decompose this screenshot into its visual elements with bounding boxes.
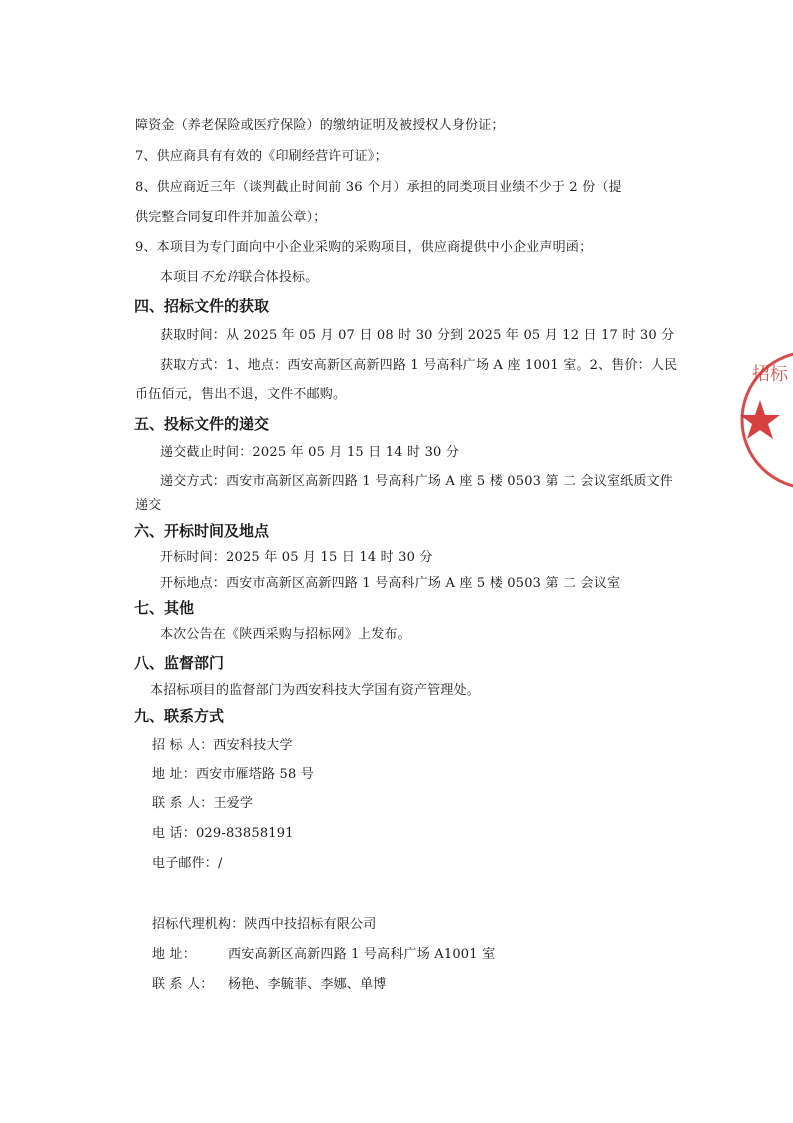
agency-contact-line [152,977,386,993]
submission-method-cont: 递交 [135,498,162,513]
agency-contact-value: 杨艳、李毓菲、李娜、单博 [228,977,387,992]
section-7-heading: 七、其他 [134,599,195,617]
seal-text: 招标 [752,364,788,385]
email-value: / [218,856,223,871]
contact-label: 联 系 人： [152,796,214,811]
agency-contact-label: 联 系 人： [152,977,214,992]
agency-address-value: 西安高新区高新四路 1 号高科广场 A1001 室 [228,947,496,962]
submission-deadline: 递交截止时间：2025 年 05 月 15 日 14 时 30 分 [160,445,460,460]
opening-location: 开标地点：西安市高新区高新四路 1 号高科广场 A 座 5 楼 0503 第 二 会议室 [160,576,621,591]
consortium-note-emphasis: 不允许 [199,270,240,285]
tenderer-label: 招 标 人： [152,738,214,753]
agency-value: 陕西中技招标有限公司 [244,917,377,932]
qualification-item-9: 9、本项目为专门面向中小企业采购的采购项目，供应商提供中小企业声明函； [135,240,593,255]
agency-name-line [152,917,376,933]
section-5-heading: 五、投标文件的递交 [134,415,270,433]
section-6-heading: 六、开标时间及地点 [134,522,270,540]
official-seal-icon [730,345,793,495]
consortium-note-post: 联合体投标。 [239,270,319,285]
section-9-heading: 九、联系方式 [134,707,225,725]
agency-label: 招标代理机构： [152,917,245,932]
qualification-line-insurance: 障资金（养老保险或医疗保险）的缴纳证明及被授权人身份证； [135,118,505,133]
tenderer-value: 西安科技大学 [213,738,293,753]
publication-note: 本次公告在《陕西采购与招标网》上发布。 [160,627,411,642]
consortium-note-pre: 本项目 [160,270,200,285]
address-label: 地 址： [152,767,196,782]
contact-value: 王爱学 [213,796,254,811]
contact-phone [152,826,294,842]
phone-value: 029-83858191 [195,826,294,841]
qualification-item-8: 8、供应商近三年（谈判截止时间前 36 个月）承担的同类项目业绩不少于 2 份（提 [135,180,622,195]
contact-person [152,796,253,812]
agency-address-label: 地 址： [152,947,196,962]
consortium-note [160,270,318,286]
agency-address-line [152,947,495,963]
qualification-item-7: 7、供应商具有有效的《印刷经营许可证》； [135,149,388,164]
opening-time: 开标时间：2025 年 05 月 15 日 14 时 30 分 [160,550,433,565]
section-8-heading: 八、监督部门 [134,654,225,672]
contact-address [152,767,314,783]
contact-email [152,856,223,872]
acquisition-method: 获取方式：1、地点：西安高新区高新四路 1 号高科广场 A 座 1001 室。2、售价：人民 [160,358,678,373]
contact-tenderer [152,738,293,754]
phone-label: 电 话： [152,826,196,841]
acquisition-time: 获取时间：从 2025 年 05 月 07 日 08 时 30 分到 2025 年 05 月 12 日 17 时 30 分 [160,328,675,343]
acquisition-method-cont: 币伍佰元，售出不退，文件不邮购。 [135,387,347,402]
qualification-item-8-cont: 供完整合同复印件并加盖公章）； [135,210,327,225]
email-label: 电子邮件： [152,856,219,871]
supervision-dept: 本招标项目的监督部门为西安科技大学国有资产管理处。 [150,683,481,698]
submission-method: 递交方式：西安市高新区高新四路 1 号高科广场 A 座 5 楼 0503 第 二 会议室纸质文件 [160,474,673,489]
address-value: 西安市雁塔路 58 号 [195,767,314,782]
section-4-heading: 四、招标文件的获取 [134,297,270,315]
